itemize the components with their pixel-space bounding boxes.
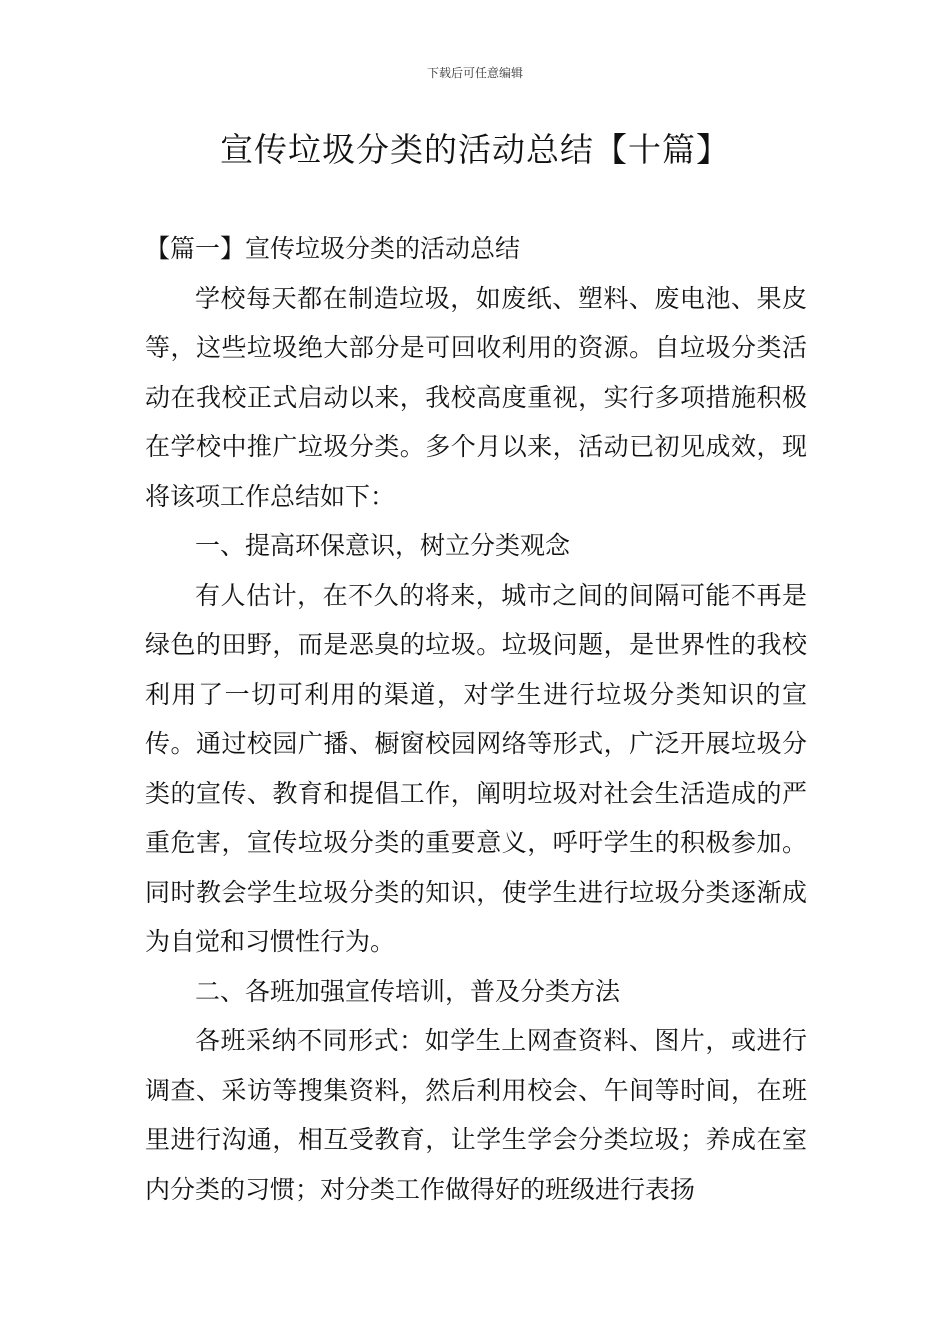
body-paragraph-2: 有人估计，在不久的将来，城市之间的间隔可能不再是绿色的田野，而是恶臭的垃圾。垃圾问题，是世界性的我校利用了一切可利用的渠道，对学生进行垃圾分类知识的宣传。通过校园广播、橱窗校园网络等形式，广泛开展垃圾分类的宣传、教育和提倡工作，阐明垃圾对社会生活造成的严重危害，宣传垃圾分类的重要意义，呼吁学生的积极参加。同时教会学生垃圾分类的知识，使学生进行垃圾分类逐渐成为自觉和习惯性行为。 xyxy=(145,580,807,956)
body-paragraph-3: 各班采纳不同形式：如学生上网查资料、图片，或进行调查、采访等搜集资料，然后利用校会、午间等时间，在班里进行沟通，相互受教育，让学生学会分类垃圾；养成在室内分类的习惯；对分类工作做得好的班级进行表扬 xyxy=(145,1026,807,1204)
body-paragraph-1: 学校每天都在制造垃圾，如废纸、塑料、废电池、果皮等，这些垃圾绝大部分是可回收利用的资源。自垃圾分类活动在我校正式启动以来，我校高度重视，实行多项措施积极在学校中推广垃圾分类。多个月以来，活动已初见成效，现将该项工作总结如下： xyxy=(145,283,807,511)
subheading-2: 二、各班加强宣传培训，普及分类方法 xyxy=(195,976,621,1006)
document-body xyxy=(145,224,807,1214)
section-title: 【篇一】宣传垃圾分类的活动总结 xyxy=(145,234,521,263)
document-title: 宣传垃圾分类的活动总结【十篇】 xyxy=(220,130,730,169)
subheading-1: 一、提高环保意识，树立分类观念 xyxy=(195,531,571,560)
header-note: 下载后可任意编辑 xyxy=(426,66,523,80)
